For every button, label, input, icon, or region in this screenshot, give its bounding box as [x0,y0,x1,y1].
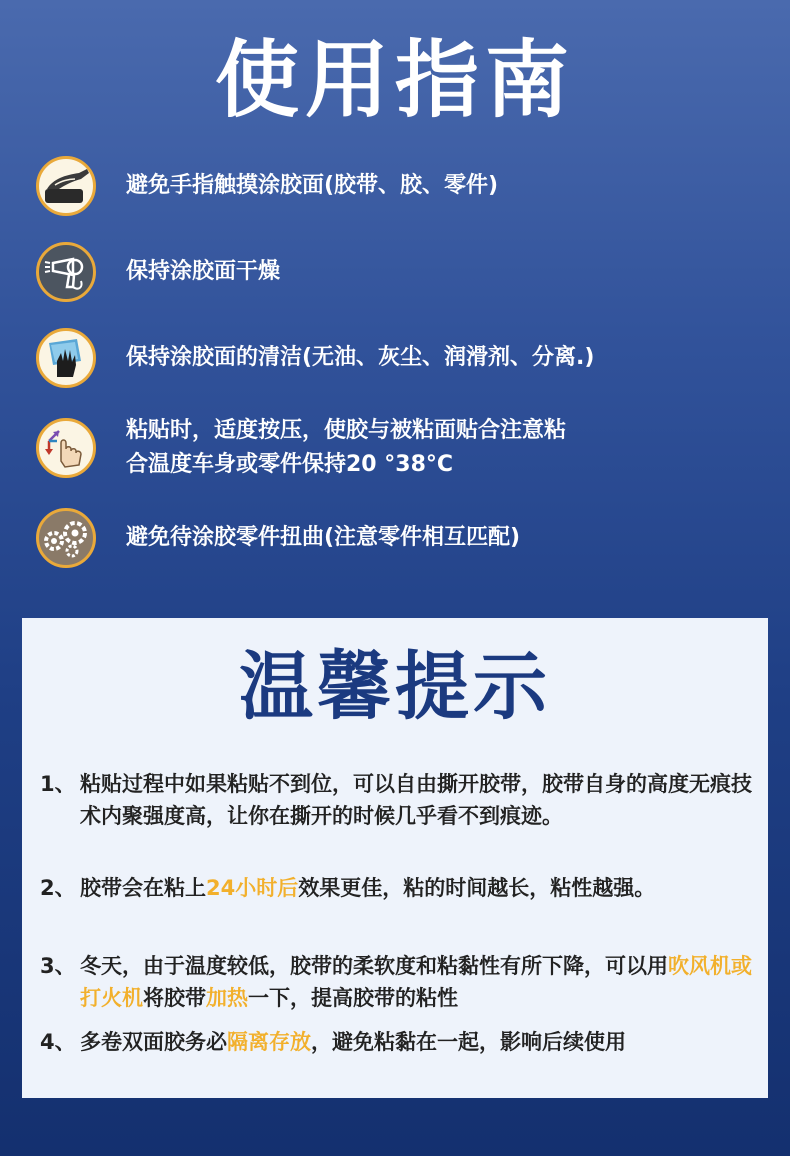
finger-touch-icon [36,156,96,216]
tip-item [40,872,756,904]
tip-text: 胶带会在粘上 [80,876,206,900]
tip-text: 冬天，由于温度较低，胶带的柔软度和粘黏性有所下降，可以用 [80,954,668,978]
tips-panel [22,618,768,1098]
tip-item [40,950,756,1014]
tip-number: 4、 [40,1030,76,1054]
tip-text: 一下，提高胶带的粘性 [248,986,458,1010]
guide-text-line: 合温度车身或零件保持20 °38°C [126,452,454,477]
tip-text: 粘贴过程中如果粘贴不到位，可以自由撕开胶带，胶带自身的高度无痕技术内聚强度高，让你在撕开的时候几乎看不到痕迹。 [80,772,752,828]
tip-highlight: 隔离存放 [227,1030,311,1054]
tip-highlight: 加热 [206,986,248,1010]
press-hand-icon [36,418,96,478]
guide-text: 保持涂胶面干燥 [126,259,281,284]
tip-number: 3、 [40,954,76,978]
page-title: 使用指南 [214,31,575,129]
tip-item [40,1026,756,1058]
guide-text: 保持涂胶面的清洁(无油、灰尘、润滑剂、分离.) [126,345,595,370]
tip-number: 1、 [40,772,76,796]
tip-highlight: 24小时后 [206,876,299,900]
guide-text-multiline [126,414,716,482]
hair-dryer-icon [36,242,96,302]
guide-text: 避免待涂胶零件扭曲(注意零件相互匹配) [126,525,521,550]
tips-title: 温馨提示 [239,644,551,730]
gears-icon [36,508,96,568]
guide-text: 避免手指触摸涂胶面(胶带、胶、零件) [126,173,499,198]
guide-item-no-twist [36,508,716,568]
tip-number: 2、 [40,876,76,900]
tip-item [40,768,756,832]
guide-item-keep-dry [36,242,716,302]
tip-text: ，避免粘黏在一起，影响后续使用 [311,1030,626,1054]
tip-text: 多卷双面胶务必 [80,1030,227,1054]
guide-item-no-touch [36,156,716,216]
cleaning-glove-icon [36,328,96,388]
guide-item-keep-clean [36,328,716,388]
tip-body [80,1026,756,1058]
tip-highlight: 吹风机或打火机 [80,954,752,1010]
tip-text: 效果更佳，粘的时间越长，粘性越强。 [298,876,656,900]
tip-body [80,872,756,904]
tip-body [80,768,756,832]
guide-item-press [36,414,716,482]
guide-text-line: 粘贴时，适度按压，使胶与被粘面贴合注意粘 [126,418,567,443]
tip-body [80,950,756,1014]
tip-text: 将胶带 [143,986,206,1010]
